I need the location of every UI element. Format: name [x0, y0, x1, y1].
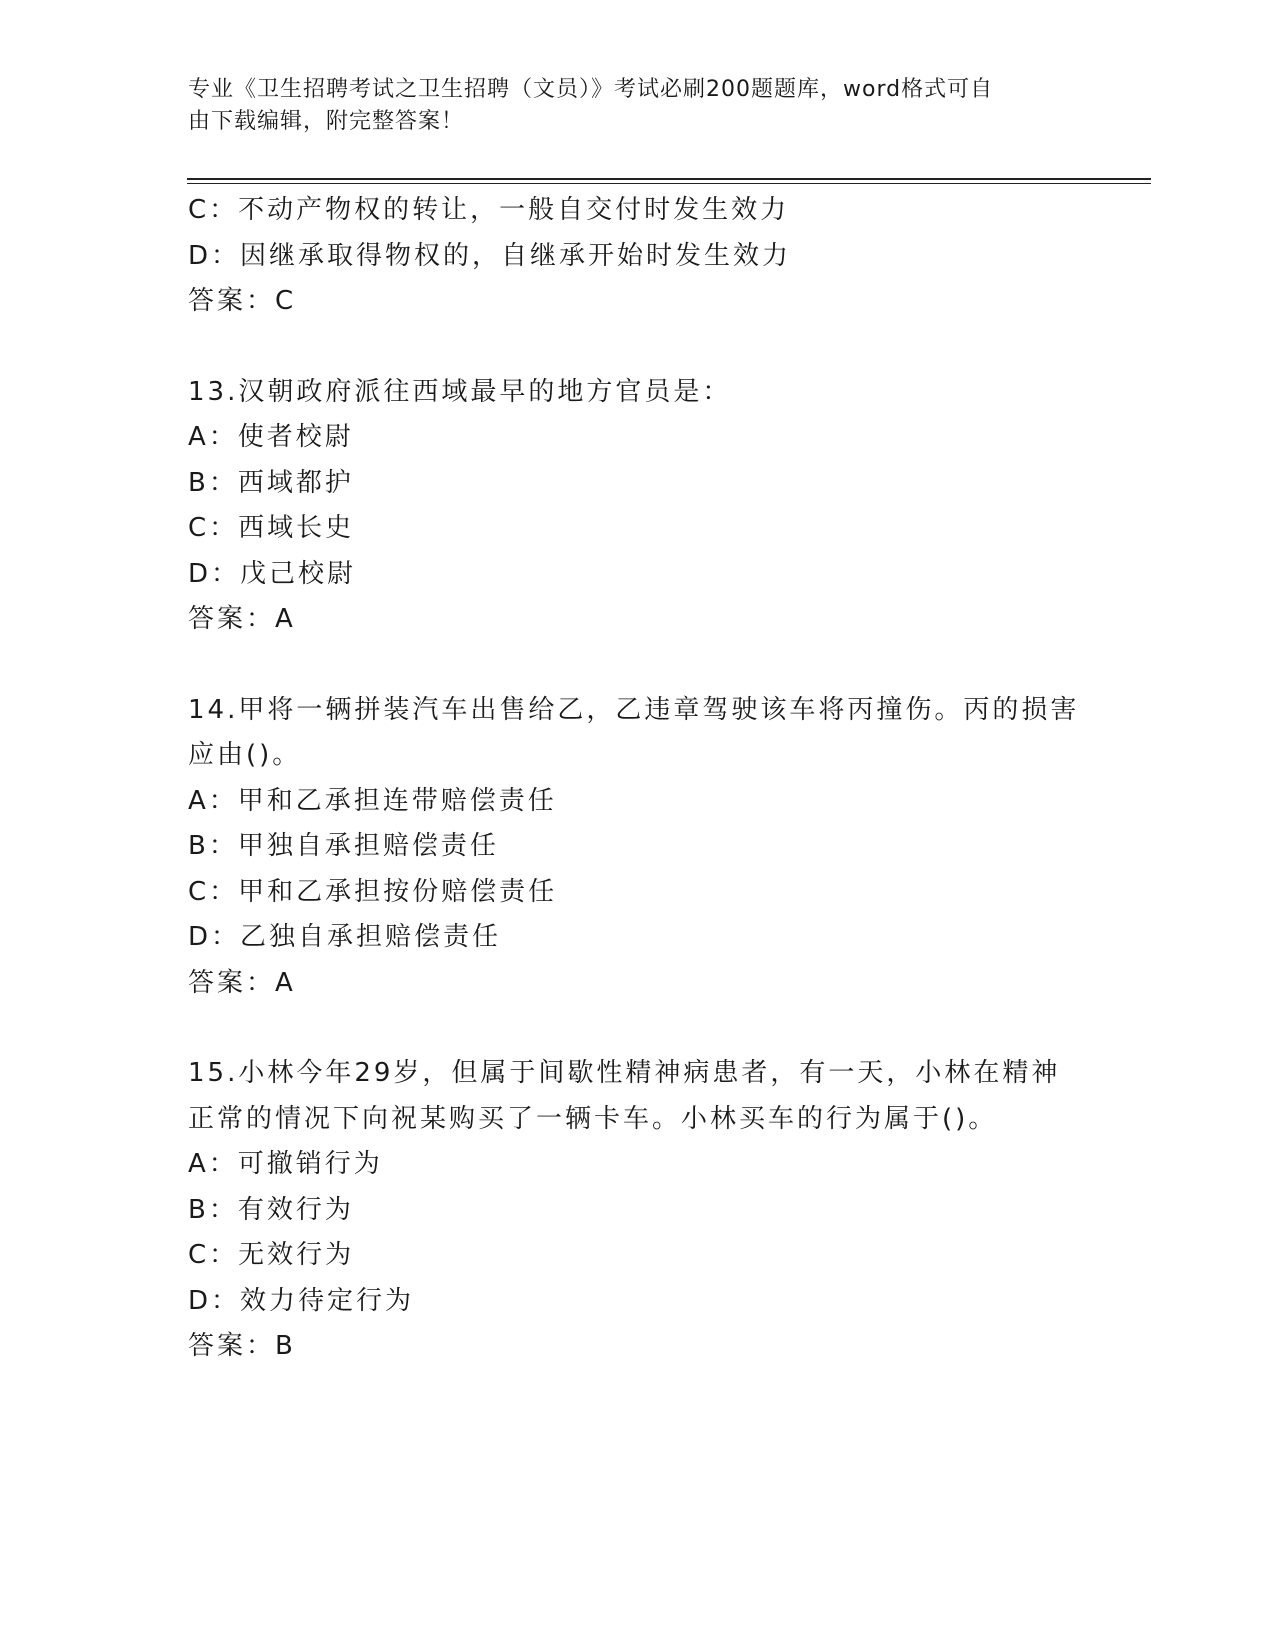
- question-stem-line-1: 15.小林今年29岁，但属于间歇性精神病患者，有一天，小林在精神: [188, 1058, 1061, 1088]
- question-content: [188, 188, 1088, 1370]
- header-divider-thick: [187, 178, 1151, 180]
- question-13: [188, 370, 1088, 643]
- option-a: A：甲和乙承担连带赔偿责任: [188, 785, 557, 816]
- spacer: [188, 1006, 1088, 1051]
- option-d: D：乙独自承担赔偿责任: [188, 922, 502, 952]
- option-b: B：有效行为: [188, 1194, 354, 1225]
- page-header: [188, 74, 1068, 138]
- option-d: D：效力待定行为: [188, 1285, 415, 1316]
- option-c: C：不动产物权的转让，一般自交付时发生效力: [188, 195, 790, 225]
- question-14: [188, 688, 1088, 1007]
- answer: 答案：C: [188, 286, 297, 316]
- answer: 答案：B: [188, 1331, 296, 1361]
- option-b: B：甲独自承担赔偿责任: [188, 831, 499, 861]
- option-a: A：使者校尉: [188, 422, 354, 452]
- question-15: [188, 1051, 1088, 1370]
- option-a: A：可撤销行为: [188, 1149, 383, 1179]
- option-c: C：西域长史: [188, 513, 355, 543]
- header-divider-thin: [187, 183, 1151, 184]
- spacer: [188, 325, 1088, 370]
- option-c: C：无效行为: [188, 1240, 355, 1270]
- question-stem-line-2: 正常的情况下向祝某购买了一辆卡车。小林买车的行为属于()。: [188, 1103, 998, 1134]
- question-12-continued: [188, 188, 1088, 325]
- spacer: [188, 643, 1088, 688]
- question-stem: 13.汉朝政府派往西域最早的地方官员是：: [188, 376, 732, 407]
- answer: 答案：A: [188, 604, 296, 634]
- option-d: D：戊己校尉: [188, 558, 357, 589]
- answer: 答案：A: [188, 967, 296, 998]
- option-c: C：甲和乙承担按份赔偿责任: [188, 876, 558, 907]
- question-stem-line-1: 14.甲将一辆拼装汽车出售给乙，乙违章驾驶该车将丙撞伤。丙的损害: [188, 694, 1080, 725]
- question-stem-line-2: 应由()。: [188, 740, 302, 770]
- option-d: D：因继承取得物权的，自继承开始时发生效力: [188, 240, 792, 271]
- header-line-1: 专业《卫生招聘考试之卫生招聘（文员）》考试必刷200题题库，word格式可自: [188, 77, 994, 102]
- option-b: B：西域都护: [188, 467, 354, 498]
- header-line-2: 由下载编辑，附完整答案！: [188, 109, 465, 134]
